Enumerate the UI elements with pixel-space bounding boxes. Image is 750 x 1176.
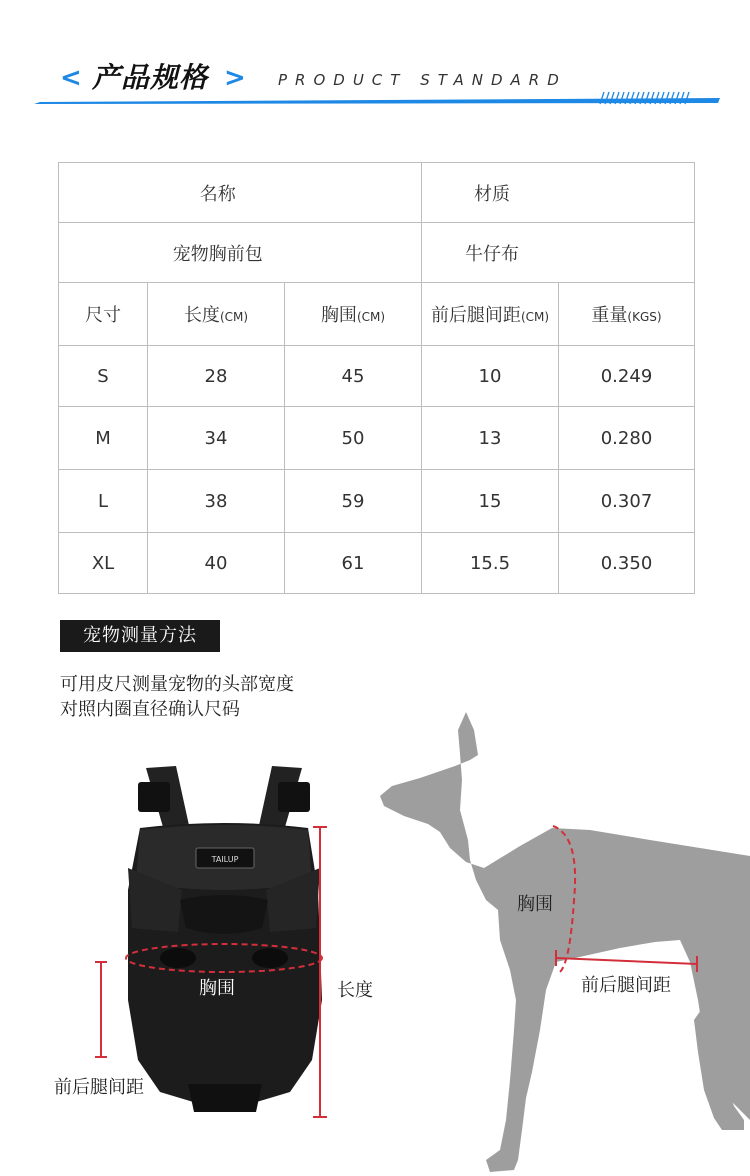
table-row (59, 470, 695, 533)
table-cell: L (59, 470, 148, 533)
bag-brand-label: TAILUP (211, 855, 239, 864)
table-cell: 0.307 (559, 470, 695, 533)
table-row (59, 346, 695, 407)
bag-leg-measure (95, 962, 107, 1057)
table-header-row (59, 283, 695, 346)
instruction-line: 可用皮尺测量宠物的头部宽度 (60, 674, 294, 695)
section-tag: 宠物测量方法 (60, 620, 220, 652)
table-row (59, 223, 695, 283)
dog-leg-label: 前后腿间距 (581, 975, 671, 996)
table-cell: 0.280 (559, 407, 695, 470)
column-header: 胸围(CM) (285, 283, 422, 346)
material-value: 牛仔布 (422, 223, 695, 283)
table-cell: 0.350 (559, 533, 695, 594)
dog-silhouette (380, 712, 750, 1172)
table-cell: 10 (422, 346, 559, 407)
table-row (59, 533, 695, 594)
table-cell: XL (59, 533, 148, 594)
table-cell: M (59, 407, 148, 470)
name-value: 宠物胸前包 (59, 223, 285, 283)
column-header: 尺寸 (59, 283, 148, 346)
table-cell: 61 (285, 533, 422, 594)
table-cell: 59 (285, 470, 422, 533)
column-header: 前后腿间距(CM) (422, 283, 559, 346)
material-header: 材质 (422, 163, 695, 223)
page-subtitle-en: PRODUCT STANDARD (278, 71, 567, 89)
column-header: 重量(KGS) (559, 283, 695, 346)
table-cell: 34 (148, 407, 285, 470)
chevron-left-icon: < (60, 63, 82, 93)
table-cell: S (59, 346, 148, 407)
table-row (59, 407, 695, 470)
table-cell: 40 (148, 533, 285, 594)
spec-table (58, 162, 695, 594)
table-cell: 38 (148, 470, 285, 533)
table-cell: 13 (422, 407, 559, 470)
table-cell: 28 (148, 346, 285, 407)
table-cell: 15 (422, 470, 559, 533)
table-row (59, 163, 695, 223)
pet-carrier-image (128, 766, 322, 1112)
column-header: 长度(CM) (148, 283, 285, 346)
table-cell: 15.5 (422, 533, 559, 594)
measurement-illustration (0, 700, 750, 1176)
section-header (0, 0, 750, 120)
table-cell: 45 (285, 346, 422, 407)
dog-chest-label: 胸围 (517, 894, 553, 915)
table-cell: 50 (285, 407, 422, 470)
bag-leg-label: 前后腿间距 (54, 1077, 144, 1098)
table-cell: 0.249 (559, 346, 695, 407)
page-title: 产品规格 (92, 61, 209, 94)
chevron-right-icon: > (224, 63, 246, 93)
bag-chest-label: 胸围 (199, 978, 235, 999)
instruction-line: 对照内圈直径确认尺码 (60, 699, 240, 720)
name-header: 名称 (59, 163, 285, 223)
bag-length-label: 长度 (337, 980, 373, 1001)
